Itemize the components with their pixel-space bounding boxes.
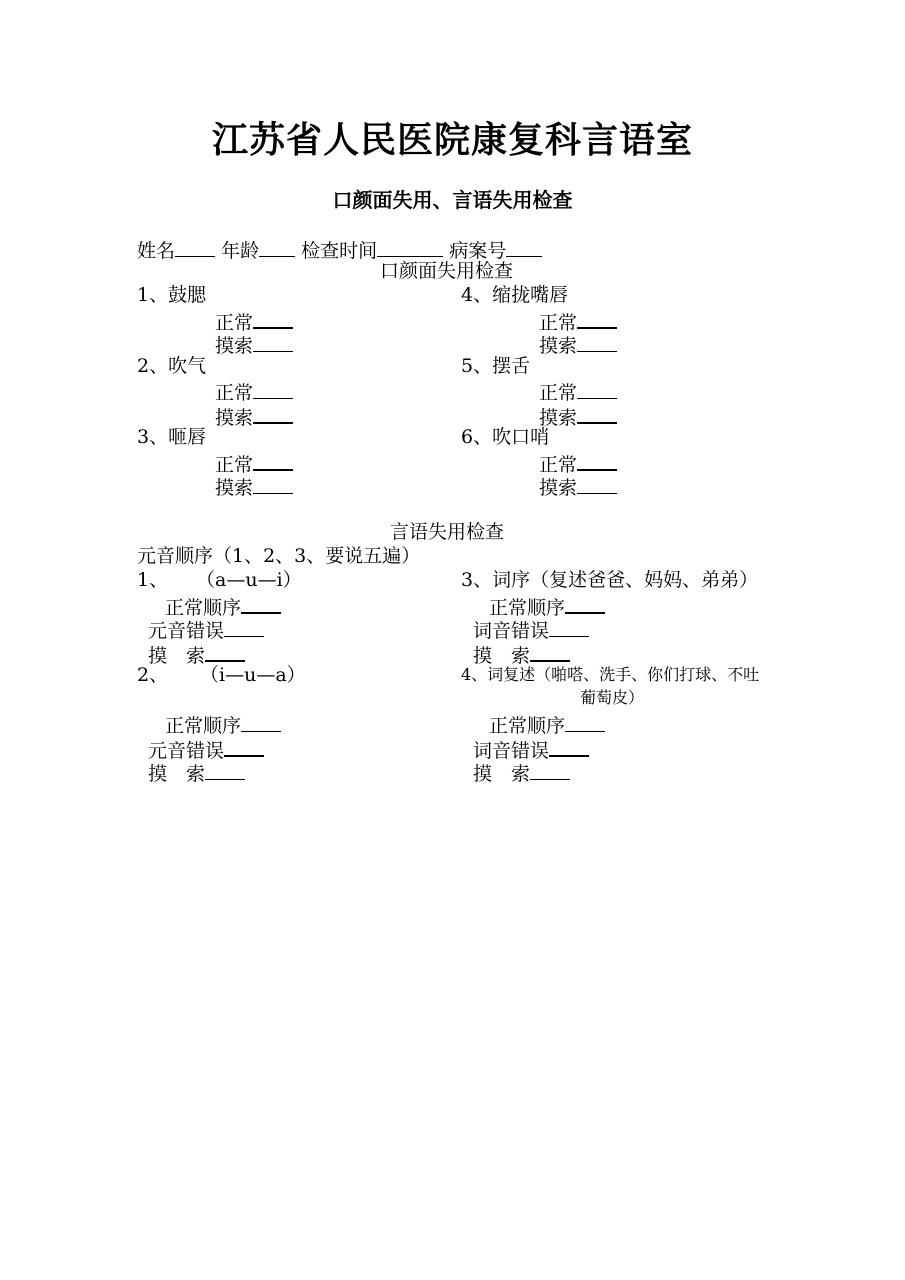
speech-item-3-normal-order-field[interactable] bbox=[565, 595, 605, 614]
age-field[interactable] bbox=[259, 239, 295, 257]
oral-item-5-groping-field[interactable] bbox=[577, 405, 617, 424]
speech-item-1-number: 1、 bbox=[137, 569, 169, 591]
oral-item-2-groping: 摸索 bbox=[215, 405, 293, 428]
oral-item-6-groping: 摸索 bbox=[539, 476, 617, 498]
speech-item-4-line2: 葡萄皮） bbox=[580, 688, 645, 707]
page-subtitle: 口颜面失用、言语失用检查 bbox=[332, 188, 573, 212]
speech-item-2-sequence: （i—u—a） bbox=[200, 664, 306, 686]
oral-item-3-groping: 摸索 bbox=[215, 476, 293, 498]
patient-info-line bbox=[137, 239, 542, 261]
oral-item-5-normal: 正常 bbox=[539, 381, 617, 403]
oral-item-1-normal-field[interactable] bbox=[253, 310, 293, 329]
oral-item-1-groping: 摸索 bbox=[215, 334, 293, 356]
speech-item-3: 3、词序（复述爸爸、妈妈、弟弟） bbox=[461, 569, 759, 591]
speech-item-4-groping-field[interactable] bbox=[530, 762, 570, 780]
oral-item-5: 5、摆舌 bbox=[461, 355, 531, 377]
speech-item-2-normal-order-field[interactable] bbox=[241, 714, 281, 732]
name-field[interactable] bbox=[175, 239, 215, 257]
oral-item-1-normal: 正常 bbox=[215, 310, 293, 333]
speech-item-2-vowel-error: 元音错误 bbox=[148, 738, 264, 761]
oral-item-5-groping: 摸索 bbox=[539, 405, 617, 428]
oral-item-3: 3、咂唇 bbox=[137, 426, 207, 448]
speech-item-2-groping: 摸 索 bbox=[148, 762, 245, 784]
speech-item-1-normal-order: 正常顺序 bbox=[165, 595, 281, 618]
speech-item-4-line1: 4、词复述（啪嗒、洗手、你们打球、不吐 bbox=[461, 665, 760, 684]
speech-item-1-normal-order-field[interactable] bbox=[241, 595, 281, 614]
oral-item-2-normal-field[interactable] bbox=[253, 381, 293, 399]
oral-item-6: 6、吹口哨 bbox=[461, 426, 550, 448]
oral-item-2-groping-field[interactable] bbox=[253, 405, 293, 424]
speech-item-4-normal-order: 正常顺序 bbox=[489, 714, 605, 736]
speech-item-2-groping-field[interactable] bbox=[205, 762, 245, 780]
oral-item-5-normal-field[interactable] bbox=[577, 381, 617, 399]
age-label: 年龄 bbox=[221, 240, 260, 262]
oral-item-2-normal: 正常 bbox=[215, 381, 293, 403]
oral-item-4-normal-field[interactable] bbox=[577, 310, 617, 329]
speech-item-2-vowel-error-field[interactable] bbox=[224, 738, 264, 757]
oral-item-6-groping-field[interactable] bbox=[577, 476, 617, 494]
record-no-field[interactable] bbox=[506, 239, 542, 257]
speech-item-4-word-error-field[interactable] bbox=[549, 738, 589, 757]
speech-item-3-groping-field[interactable] bbox=[530, 643, 570, 662]
oral-item-1-groping-field[interactable] bbox=[253, 334, 293, 352]
speech-item-2-number: 2、 bbox=[137, 664, 169, 686]
speech-item-3-word-error: 词音错误 bbox=[473, 619, 589, 641]
oral-item-3-groping-field[interactable] bbox=[253, 476, 293, 494]
oral-item-6-normal-field[interactable] bbox=[577, 452, 617, 471]
speech-section-heading: 言语失用检查 bbox=[390, 521, 505, 543]
oral-item-4-normal: 正常 bbox=[539, 310, 617, 333]
oral-section-heading: 口颜面失用检查 bbox=[380, 260, 514, 282]
exam-time-field[interactable] bbox=[377, 239, 443, 257]
speech-item-4-normal-order-field[interactable] bbox=[565, 714, 605, 732]
oral-item-2: 2、吹气 bbox=[137, 355, 207, 377]
speech-item-1-sequence: （a—u—i） bbox=[196, 569, 302, 591]
oral-item-4-groping-field[interactable] bbox=[577, 334, 617, 352]
speech-item-2-normal-order: 正常顺序 bbox=[165, 714, 281, 736]
page-title: 江苏省人民医院康复科言语室 bbox=[211, 119, 693, 161]
speech-item-1-groping-field[interactable] bbox=[205, 643, 245, 662]
speech-item-3-groping: 摸 索 bbox=[473, 643, 570, 666]
oral-item-3-normal: 正常 bbox=[215, 452, 293, 475]
speech-item-4-groping: 摸 索 bbox=[473, 762, 570, 784]
oral-item-4: 4、缩拢嘴唇 bbox=[461, 284, 569, 306]
oral-item-6-normal: 正常 bbox=[539, 452, 617, 475]
record-no-label: 病案号 bbox=[449, 240, 507, 262]
exam-time-label: 检查时间 bbox=[301, 240, 378, 262]
oral-item-1: 1、鼓腮 bbox=[137, 284, 207, 306]
speech-item-4-word-error: 词音错误 bbox=[473, 738, 589, 761]
vowel-sequence-instruction: 元音顺序（1、2、3、要说五遍） bbox=[137, 545, 421, 567]
oral-item-4-groping: 摸索 bbox=[539, 334, 617, 356]
name-label: 姓名 bbox=[137, 240, 176, 262]
speech-item-3-word-error-field[interactable] bbox=[549, 619, 589, 637]
speech-item-1-vowel-error-field[interactable] bbox=[224, 619, 264, 637]
oral-item-3-normal-field[interactable] bbox=[253, 452, 293, 471]
speech-item-1-groping: 摸 索 bbox=[148, 643, 245, 666]
speech-item-1-vowel-error: 元音错误 bbox=[148, 619, 264, 641]
speech-item-3-normal-order: 正常顺序 bbox=[489, 595, 605, 618]
